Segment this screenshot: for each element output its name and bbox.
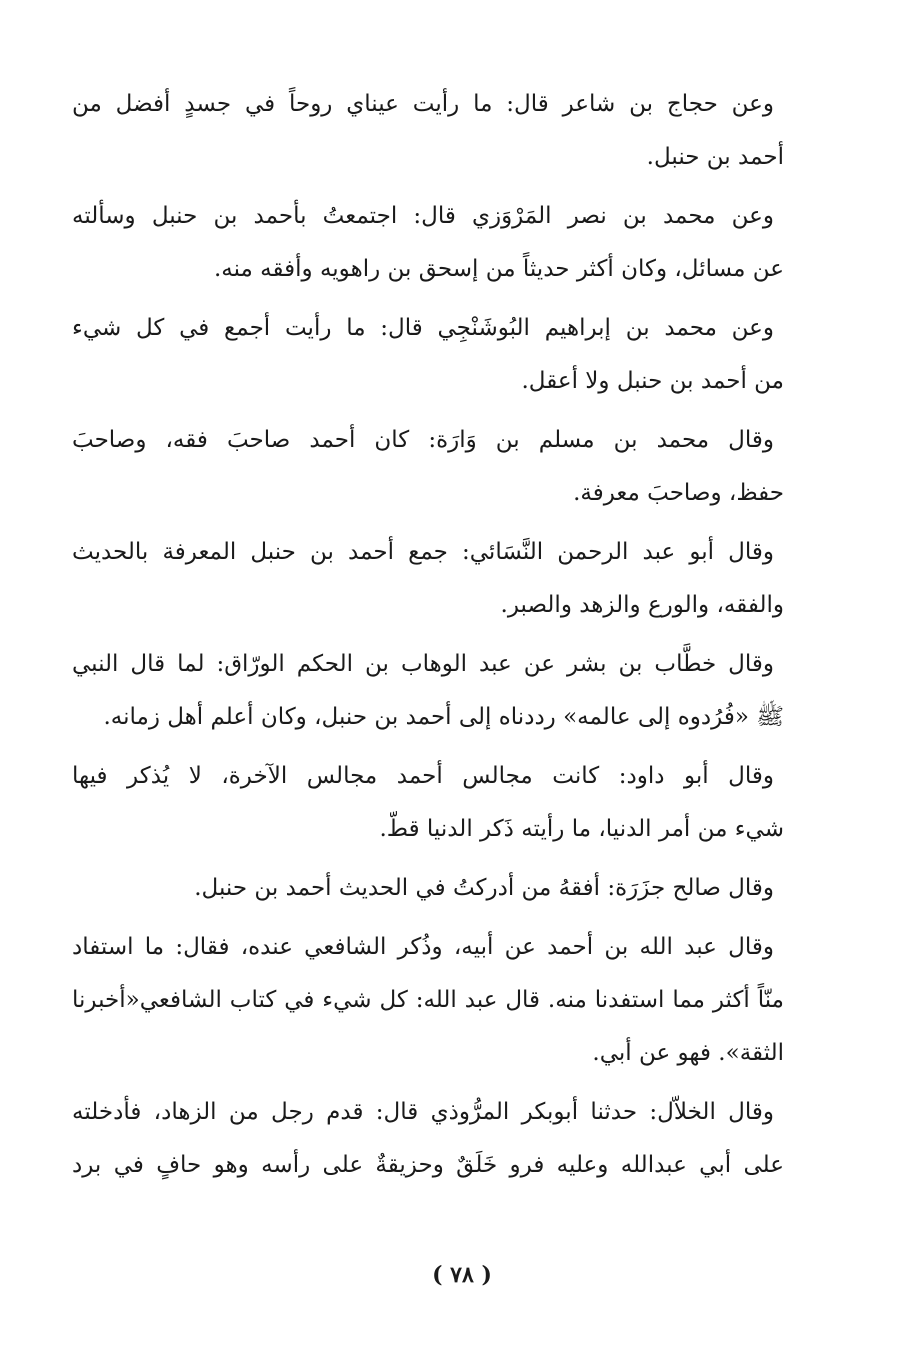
paragraph [72,638,784,744]
text-line: حفظ، وصاحبَ معرفة. [573,480,784,506]
body-text [72,78,784,1198]
text-line: عن مسائل، وكان أكثر حديثاً من إسحق بن راهويه وأفقه منه. [213,256,784,282]
text-line: وقال الخلاّل: حدثنا أبوبكر المرُّوذي قال: قدم رجل من الزهاد، فأدخلته [72,1099,774,1125]
text-line: والفقه، والورع والزهد والصبر. [500,592,784,618]
text-line: أحمد بن حنبل. [646,144,784,170]
text-line: وقال خطَّاب بن بشر عن عبد الوهاب بن الحكم الورّاق: لما قال النبي [72,651,774,677]
text-line: وقال أبو داود: كانت مجالس أحمد مجالس الآخرة، لا يُذكر فيها [72,763,774,789]
text-line: وعن محمد بن نصر المَرْوَزي قال: اجتمعتُ بأحمد بن حنبل وسألته [72,203,774,229]
page-number: ( ٧٨ ) [432,1262,492,1288]
text-line: الثقة». فهو عن أبي. [592,1040,784,1066]
text-line: منّاً أكثر مما استفدنا منه. قال عبد الله: كل شيء في كتاب الشافعي«أخبرنا [72,987,784,1013]
text-line: وقال عبد الله بن أحمد عن أبيه، وذُكر الشافعي عنده، فقال: ما استفاد [72,934,774,960]
paragraph [72,1086,784,1192]
text-line: من أحمد بن حنبل ولا أعقل. [521,368,784,394]
paragraph [72,750,784,856]
text-line: وقال أبو عبد الرحمن النَّسَائي: جمع أحمد بن حنبل المعرفة بالحديث [72,539,774,565]
paragraph [72,302,784,408]
paragraph [72,862,784,915]
text-line: وقال محمد بن مسلم بن وَارَة: كان أحمد صاحبَ فقه، وصاحبَ [72,427,774,453]
paragraph [72,414,784,520]
text-line: شيء من أمر الدنيا، ما رأيته ذَكر الدنيا قطّ. [379,816,784,842]
text-line: وقال صالح جزَرَة: أفقهُ من أدركتُ في الحديث أحمد بن حنبل. [194,875,774,901]
text-line: على أبي عبدالله وعليه فرو خَلَقٌ وحزيقةٌ على رأسه وهو حافٍ في برد [72,1152,784,1178]
text-line: ﷺ «فُرُدوه إلى عالمه» رددناه إلى أحمد بن حنبل، وكان أعلم أهل زمانه. [103,704,784,730]
paragraph [72,921,784,1080]
paragraph [72,526,784,632]
text-line: وعن محمد بن إبراهيم البُوشَنْجِي قال: ما رأيت أجمع في كل شيء [72,315,774,341]
paragraph [72,190,784,296]
text-line: وعن حجاج بن شاعر قال: ما رأيت عيناي روحاً في جسدٍ أفضل من [72,91,774,117]
paragraph [72,78,784,184]
